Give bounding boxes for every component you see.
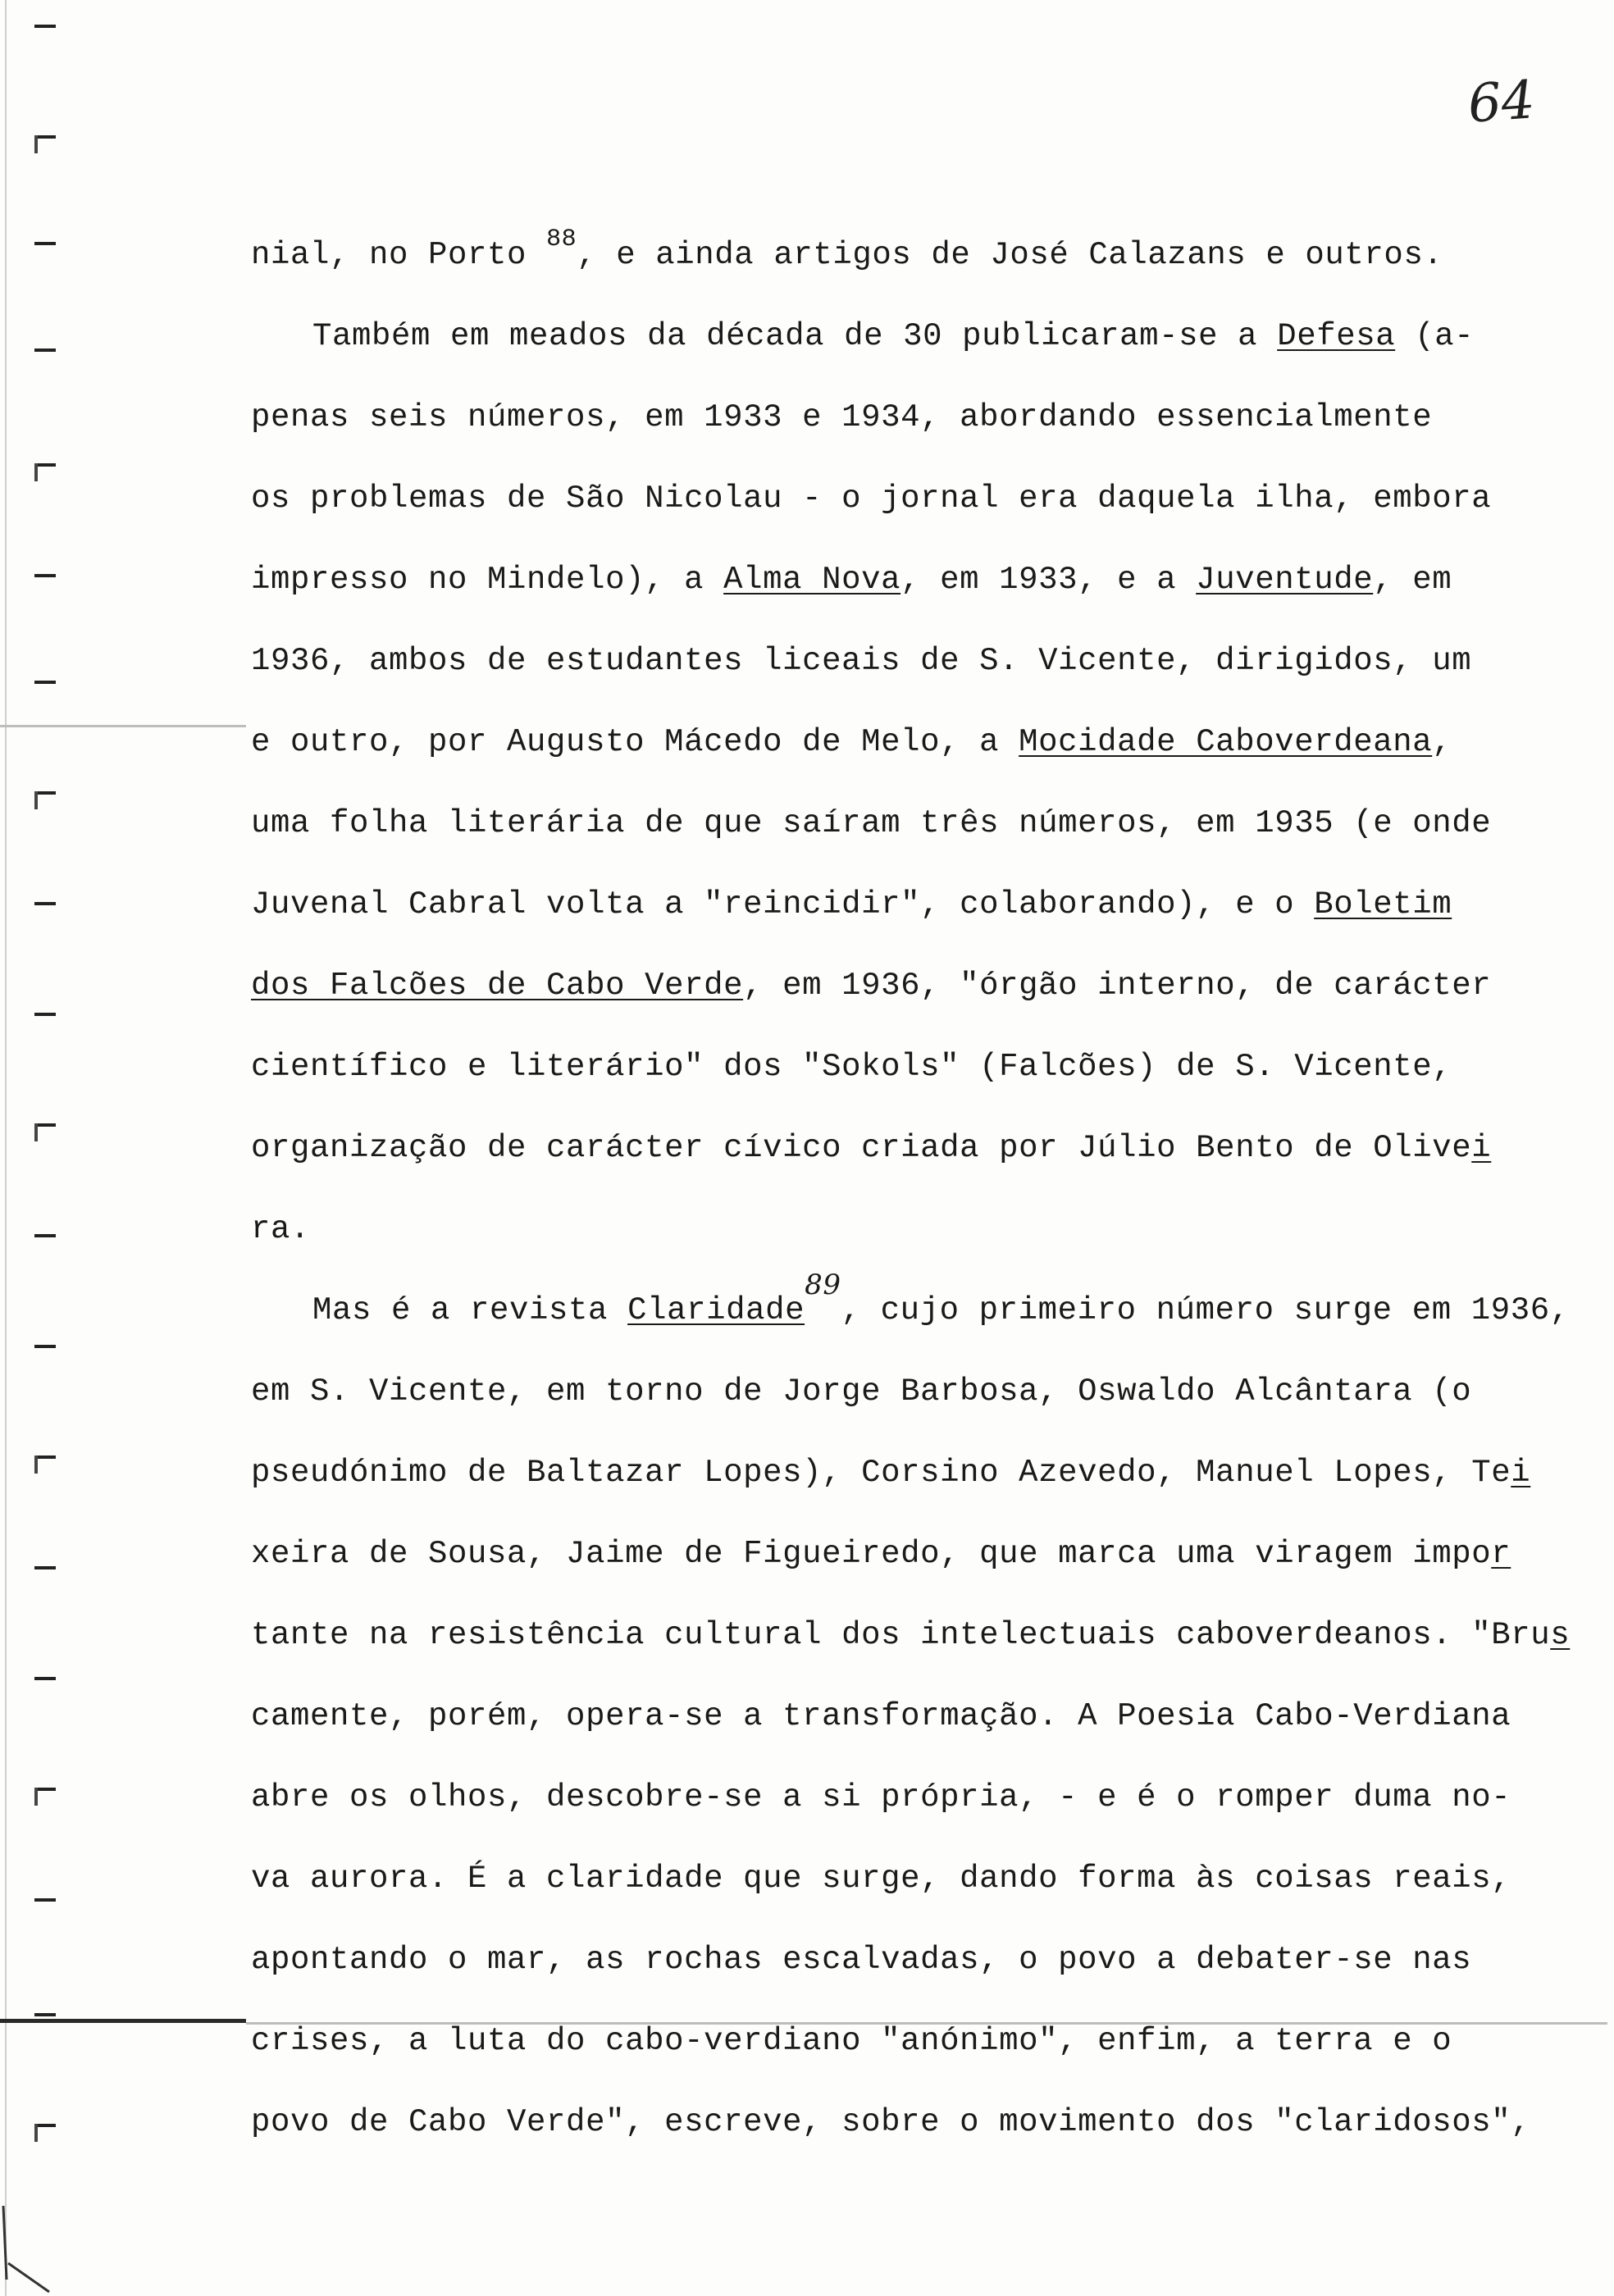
underlined-title: Mocidade Caboverdeana [1019,724,1433,760]
text-run: impresso no Mindelo), a [251,562,724,598]
margin-tick [34,1898,56,1902]
text-line [251,1364,1563,1446]
text-line [251,228,1563,309]
margin-tick [34,1456,56,1459]
body-text [251,226,1571,2176]
text-run: ra. [251,1211,311,1247]
text-line [251,796,1563,877]
margin-tick [34,25,56,28]
margin-tick [34,463,56,467]
text-line [251,1040,1563,1121]
scan-streak [0,725,246,727]
text-line [251,390,1563,472]
text-run: 1936, ambos de estudantes liceais de S. Vicente, dirigidos, um [251,643,1472,679]
text-line [251,715,1563,796]
text-run: nial, no Porto [251,237,547,273]
text-line [251,1852,1563,1933]
text-line [251,553,1563,634]
margin-tick [34,681,56,684]
text-run: e outro, por Augusto Mácedo de Melo, a [251,724,1019,760]
margin-tick [34,1123,56,1127]
footnote-marker: 88 [546,226,577,253]
underlined-title: dos Falcões de Cabo Verde [251,968,744,1004]
margin-tick [34,1345,56,1348]
text-run: (a- [1395,318,1475,354]
text-run: penas seis números, em 1933 e 1934, abordando essencialmente [251,399,1433,435]
handwritten-footnote-marker: 89 [805,1269,841,1301]
text-line [251,877,1563,959]
text-run: científico e literário" dos "Sokols" (Falcões) de S. Vicente, [251,1049,1452,1085]
underlined-title: i [1511,1455,1531,1491]
text-run: em S. Vicente, em torno de Jorge Barbosa, Oswaldo Alcântara (o [251,1374,1472,1410]
margin-tick [34,1788,56,1791]
underlined-title: i [1471,1130,1492,1166]
corner-scan-mark [0,2206,57,2296]
text-run: , [1432,724,1452,760]
text-run: Juvenal Cabral volta a "reincidir", colaborando), e o [251,886,1315,922]
text-run: crises, a luta do cabo-verdiano "anónimo", enfim, a terra e o [251,2023,1452,2059]
text-line [251,1202,1563,1283]
text-line [251,472,1563,553]
text-line [251,1689,1563,1770]
underlined-title: Alma Nova [723,562,901,598]
margin-tick [34,574,56,577]
text-run: Mas é a revista [312,1292,628,1328]
margin-tick-marks [0,0,74,2296]
text-line [251,2095,1563,2176]
underlined-title: Claridade [627,1292,805,1328]
text-line [251,309,1563,390]
text-line [251,1770,1563,1852]
text-run: , em 1936, "órgão interno, de carácter [743,968,1492,1004]
text-line [251,1121,1563,1202]
text-run: pseudónimo de Baltazar Lopes), Corsino Azevedo, Manuel Lopes, Te [251,1455,1511,1491]
text-line [251,1933,1563,2014]
text-run: abre os olhos, descobre-se a si própria, - e é o romper duma no- [251,1779,1511,1815]
text-line [251,1269,1570,1364]
text-run: va aurora. É a claridade que surge, dando forma às coisas reais, [251,1861,1511,1897]
text-line [251,1446,1563,1527]
text-run: organização de carácter cívico criada por Júlio Bento de Olive [251,1130,1472,1166]
text-run: , e ainda artigos de José Calazans e outros. [577,237,1443,273]
text-run: , cujo primeiro número surge em 1936, [841,1292,1570,1328]
margin-tick [34,902,56,905]
text-run: uma folha literária de que saíram três números, em 1935 (e onde [251,805,1492,841]
underlined-title: r [1491,1536,1511,1572]
text-run: apontando o mar, as rochas escalvadas, o povo a debater-se nas [251,1942,1472,1978]
text-run: , em 1933, e a [900,562,1197,598]
margin-tick [34,1677,56,1680]
text-line [251,1608,1571,1689]
text-run: Também em meados da década de 30 publicaram-se a [312,318,1278,354]
underlined-title: Defesa [1277,318,1396,354]
margin-tick [34,135,56,139]
text-line [251,634,1563,715]
margin-tick [34,1013,56,1016]
text-run: povo de Cabo Verde", escreve, sobre o movimento dos "claridosos", [251,2104,1531,2140]
text-run: xeira de Sousa, Jaime de Figueiredo, que marca uma viragem impo [251,1536,1492,1572]
page-number: 64 [1466,70,1537,135]
text-run: camente, porém, opera-se a transformação. A Poesia Cabo-Verdiana [251,1698,1511,1734]
margin-tick [34,791,56,795]
text-line [251,2014,1563,2095]
underlined-title: s [1550,1617,1571,1653]
text-run: os problemas de São Nicolau - o jornal era daquela ilha, embora [251,481,1492,517]
text-run: tante na resistência cultural dos intelectuais caboverdeanos. "Bru [251,1617,1551,1653]
text-line [251,1527,1563,1608]
underlined-title: Boletim [1314,886,1452,922]
text-line [251,959,1563,1040]
margin-tick [34,242,56,245]
scan-streak-dark [0,2019,246,2023]
margin-tick [34,348,56,352]
margin-tick [34,2013,56,2016]
margin-tick [34,2124,56,2127]
underlined-title: Juventude [1196,562,1374,598]
text-run: , em [1373,562,1452,598]
margin-tick [34,1566,56,1569]
margin-tick [34,1234,56,1237]
